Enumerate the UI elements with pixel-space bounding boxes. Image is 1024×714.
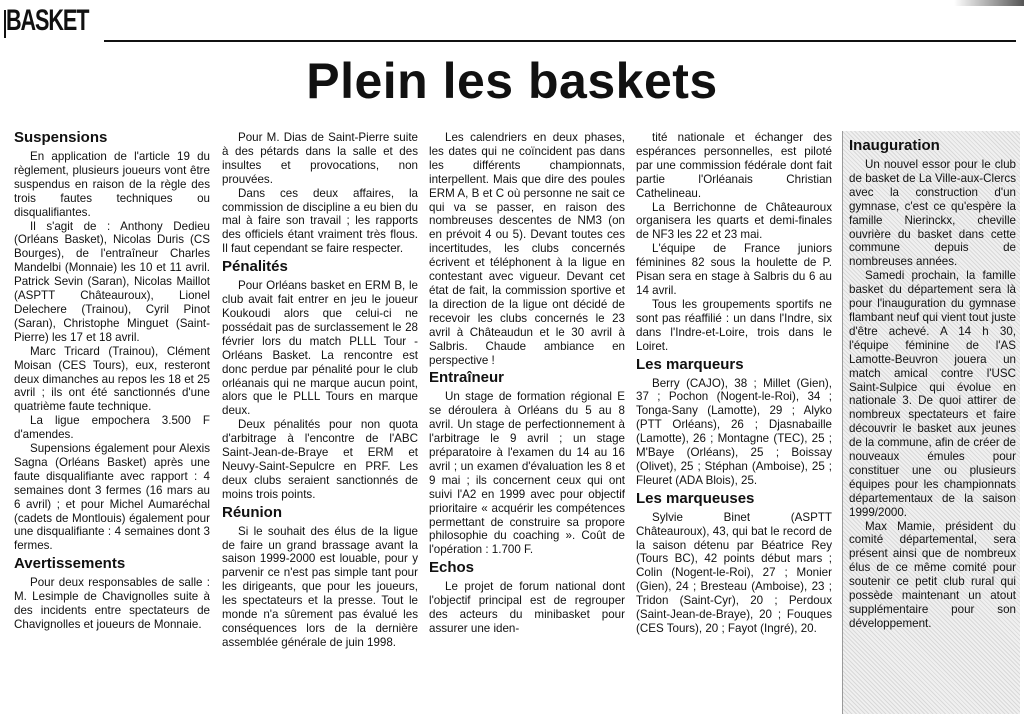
paragraph: Sylvie Binet (ASPTT Châteauroux), 43, qui bat le record de la saison détenu par Béatrice Rey (Tours BC), 42 points début mars ; Colin (Nogent-le-Roi), 27 ; Monier (Gien), 24 ; Bresteau (Amboise), 23 ; Tridon (Saint-Cyr), 20 ; Perdoux (Saint-Jean-de-Braye), 20 ; Fouques (CES Tours), 20 ; Fayot (Ingré), 20.	[636, 510, 832, 635]
section-heading: Réunion	[222, 503, 282, 521]
paragraph: La ligue empochera 3.500 F d'amendes.	[14, 414, 210, 442]
paragraph: L'équipe de France juniors féminines 82 sous la houlette de P. Pisan sera en stage à Salbris du 6 au 14 avril.	[636, 242, 832, 297]
article-headline: Plein les baskets	[306, 53, 718, 109]
scan-corner-mark	[954, 0, 1024, 6]
paragraph: La Berrichonne de Châteauroux organisera les quarts et demi-finales de NF3 les 22 et 23 mai.	[636, 200, 832, 242]
section-rubric: BASKET	[6, 4, 89, 37]
paragraph: Berry (CAJO), 38 ; Millet (Gien), 37 ; Pochon (Nogent-le-Roi), 34 ; Tonga-Sany (Lamotte), 29 ; Alyko (PTT Orléans), 26 ; Djasnabaille (Lamotte), 26 ; Montagne (TEC), 25 ; M'Baye (Orléans), 25 ; Boissay (Olivet), 25 ; Stéphan (Amboise), 25 ; Fleuret (ADA Blois), 25.	[636, 376, 832, 487]
paragraph: Le projet de forum national dont l'objectif principal est de regrouper des acteurs du minibasket pour assurer une iden-	[429, 580, 625, 635]
paragraph: Pour Orléans basket en ERM B, le club avait fait entrer en jeu le joueur Koukoudi alors que celui-ci ne possédait pas de surclassement le 28 février lors du match PLLL Tour - Orléans Basket. La rencontre est donc perdue par pénalité pour le club orléanais qui ne marque aucun point, alors que le PLLL Tours en marque deux.	[222, 279, 418, 418]
section-heading: Entraîneur	[429, 369, 505, 387]
column-3	[429, 131, 625, 714]
column-4	[636, 131, 832, 714]
paragraph: Supensions également pour Alexis Sagna (Orléans Basket) après une faute disqualifiante avec rapport : 4 semaines dont 3 fermes (16 mars au 6 avril) ; et pour Michel Aumaréchal (cadets de Montlouis) également pour une disqualifiante : 4 semaines dont 3 fermes.	[14, 442, 210, 553]
paragraph: Les calendriers en deux phases, les dates qui ne coïncident pas dans les différents championnats, interpellent. Mais que dire des poules ERM A, B et C où personne ne sait ce qui va se passer, en raison des nombreuses descentes de NM3 (on en prévoit 4 ou 5). Devant toutes ces incertitudes, les clubs concernés écrivent et téléphonent à la ligue en contestant avec vigueur. Devant cet état de fait, la commission sportive et la direction de la ligue ont décidé de recevoir les clubs concernés le 23 avril à Châteaudun et le 30 avril à Salbris. Chaude ambiance en perspective !	[429, 131, 625, 367]
section-heading: Pénalités	[222, 258, 288, 276]
section-heading: Echos	[429, 559, 475, 577]
sidebar-box-inauguration	[842, 131, 1020, 714]
paragraph: Il s'agit de : Anthony Dedieu (Orléans Basket), Nicolas Duris (CS Bourges), de l'entraîneur Charles Mandelbi (Monnaie) les 10 et 11 avril. Patrick Sevin (Saran), Nicolas Maillot (ASPTT Châteauroux), Lionel Delechere (Trainou), Cyril Pinot (Saran), Christophe Minguet (Saint-Pierre) les 17 et 18 avril.	[14, 219, 210, 344]
paragraph: Marc Tricard (Trainou), Clément Moisan (CES Tours), eux, resteront deux dimanches au repos les 18 et 25 avril ; ils ont été sanctionnés d'une quatrième faute technique.	[14, 344, 210, 414]
paragraph: Un nouvel essor pour le club de basket de La Ville-aux-Clercs avec la construction d'un gymnase, c'est ce qu'espère la famille Nierinckx, cheville ouvrière du basket dans cette commune depuis de nombreuses années.	[849, 158, 1016, 269]
section-heading: Suspensions	[14, 129, 108, 146]
section-heading: Les marqueuses	[636, 489, 755, 507]
paragraph: Tous les groupements sportifs ne sont pas réaffilié : un dans l'Indre, six dans l'Indre-et-Loire, trois dans le Loiret.	[636, 297, 832, 353]
paragraph: Un stage de formation régional E se déroulera à Orléans du 5 au 8 avril. Un stage de perfectionnement à l'arbitrage le 9 avril ; un stage préparatoire à l'examen du 14 au 16 avril ; un examen d'évaluation les 8 et 9 mai ; ils concernent ceux qui ont suivi l'A2 en 1999 avec pour objectif prioritaire « acquérir les compétences permettant de construire sa propore philosophie du coaching ». Coût de l'opération : 1.700 F.	[429, 390, 625, 557]
paragraph: Samedi prochain, la famille basket du département sera là pour l'inauguration du gymnase flambant neuf qui vient tout juste d'être achevé. A 14 h 30, l'équipe féminine de l'AS Lamotte-Beuvron jouera un match amical contre l'USC Saint-Sulpice qui évolue en nationale 3. De quoi attirer de nombreux spectateurs et faire découvrir le basket aux jeunes de la commune, afin de créer de nouveaux émules pour constituer une ou plusieurs équipes pour les championnats départementaux de la saison 1999/2000.	[849, 269, 1016, 519]
section-heading: Inauguration	[849, 137, 940, 154]
paragraph: Pour M. Dias de Saint-Pierre suite à des pétards dans la salle et des insultes et provocations, non prouvées.	[222, 131, 418, 186]
paragraph: Dans ces deux affaires, la commission de discipline a eu bien du mal à faire son travail ; les rapports des officiels étant vraiment très flous. Il faut cependant se faire respecter.	[222, 186, 418, 256]
column-2	[222, 131, 418, 714]
paragraph: Deux pénalités pour non quota d'arbitrage à l'encontre de l'ABC Saint-Jean-de-Braye et ERM et Neuvy-Saint-Sepulcre en PRF. Les deux clubs seraient sanctionnés de moins trois points.	[222, 418, 418, 501]
paragraph: Max Mamie, président du comité départemental, sera présent ainsi que de nombreux élus de ce même comité pour soutenir ce petit club rural qui possède maintenant un atout supplémentaire pour son développement.	[849, 519, 1016, 630]
section-heading: Les marqueurs	[636, 355, 744, 373]
paragraph: tité nationale et échanger des espérances personnelles, est piloté par une commission fédérale dont fait partie l'Orléanais Christian Cathelineau.	[636, 131, 832, 200]
paragraph: Si le souhait des élus de la ligue de faire un grand brassage avant la saison 1999-2000 est louable, pour y parvenir ce n'est pas simple tant pour les dirigeants, que pour les joueurs, les spectateurs et la presse. Tout le monde n'a sûrement pas évalué les conséquences lors de la dernière assemblée générale de juin 1998.	[222, 524, 418, 649]
paragraph: Pour deux responsables de salle : M. Lesimple de Chavignolles suite à des incidents entre spectateurs de Chavignolles et joueurs de Monnaie.	[14, 576, 210, 631]
section-heading: Avertissements	[14, 555, 126, 573]
paragraph: En application de l'article 19 du règlement, plusieurs joueurs vont être suspendus en raison de la règle des trois fautes techniques ou disqualifiantes.	[14, 150, 210, 219]
rubric-rule	[104, 40, 1016, 42]
column-1	[14, 127, 210, 710]
